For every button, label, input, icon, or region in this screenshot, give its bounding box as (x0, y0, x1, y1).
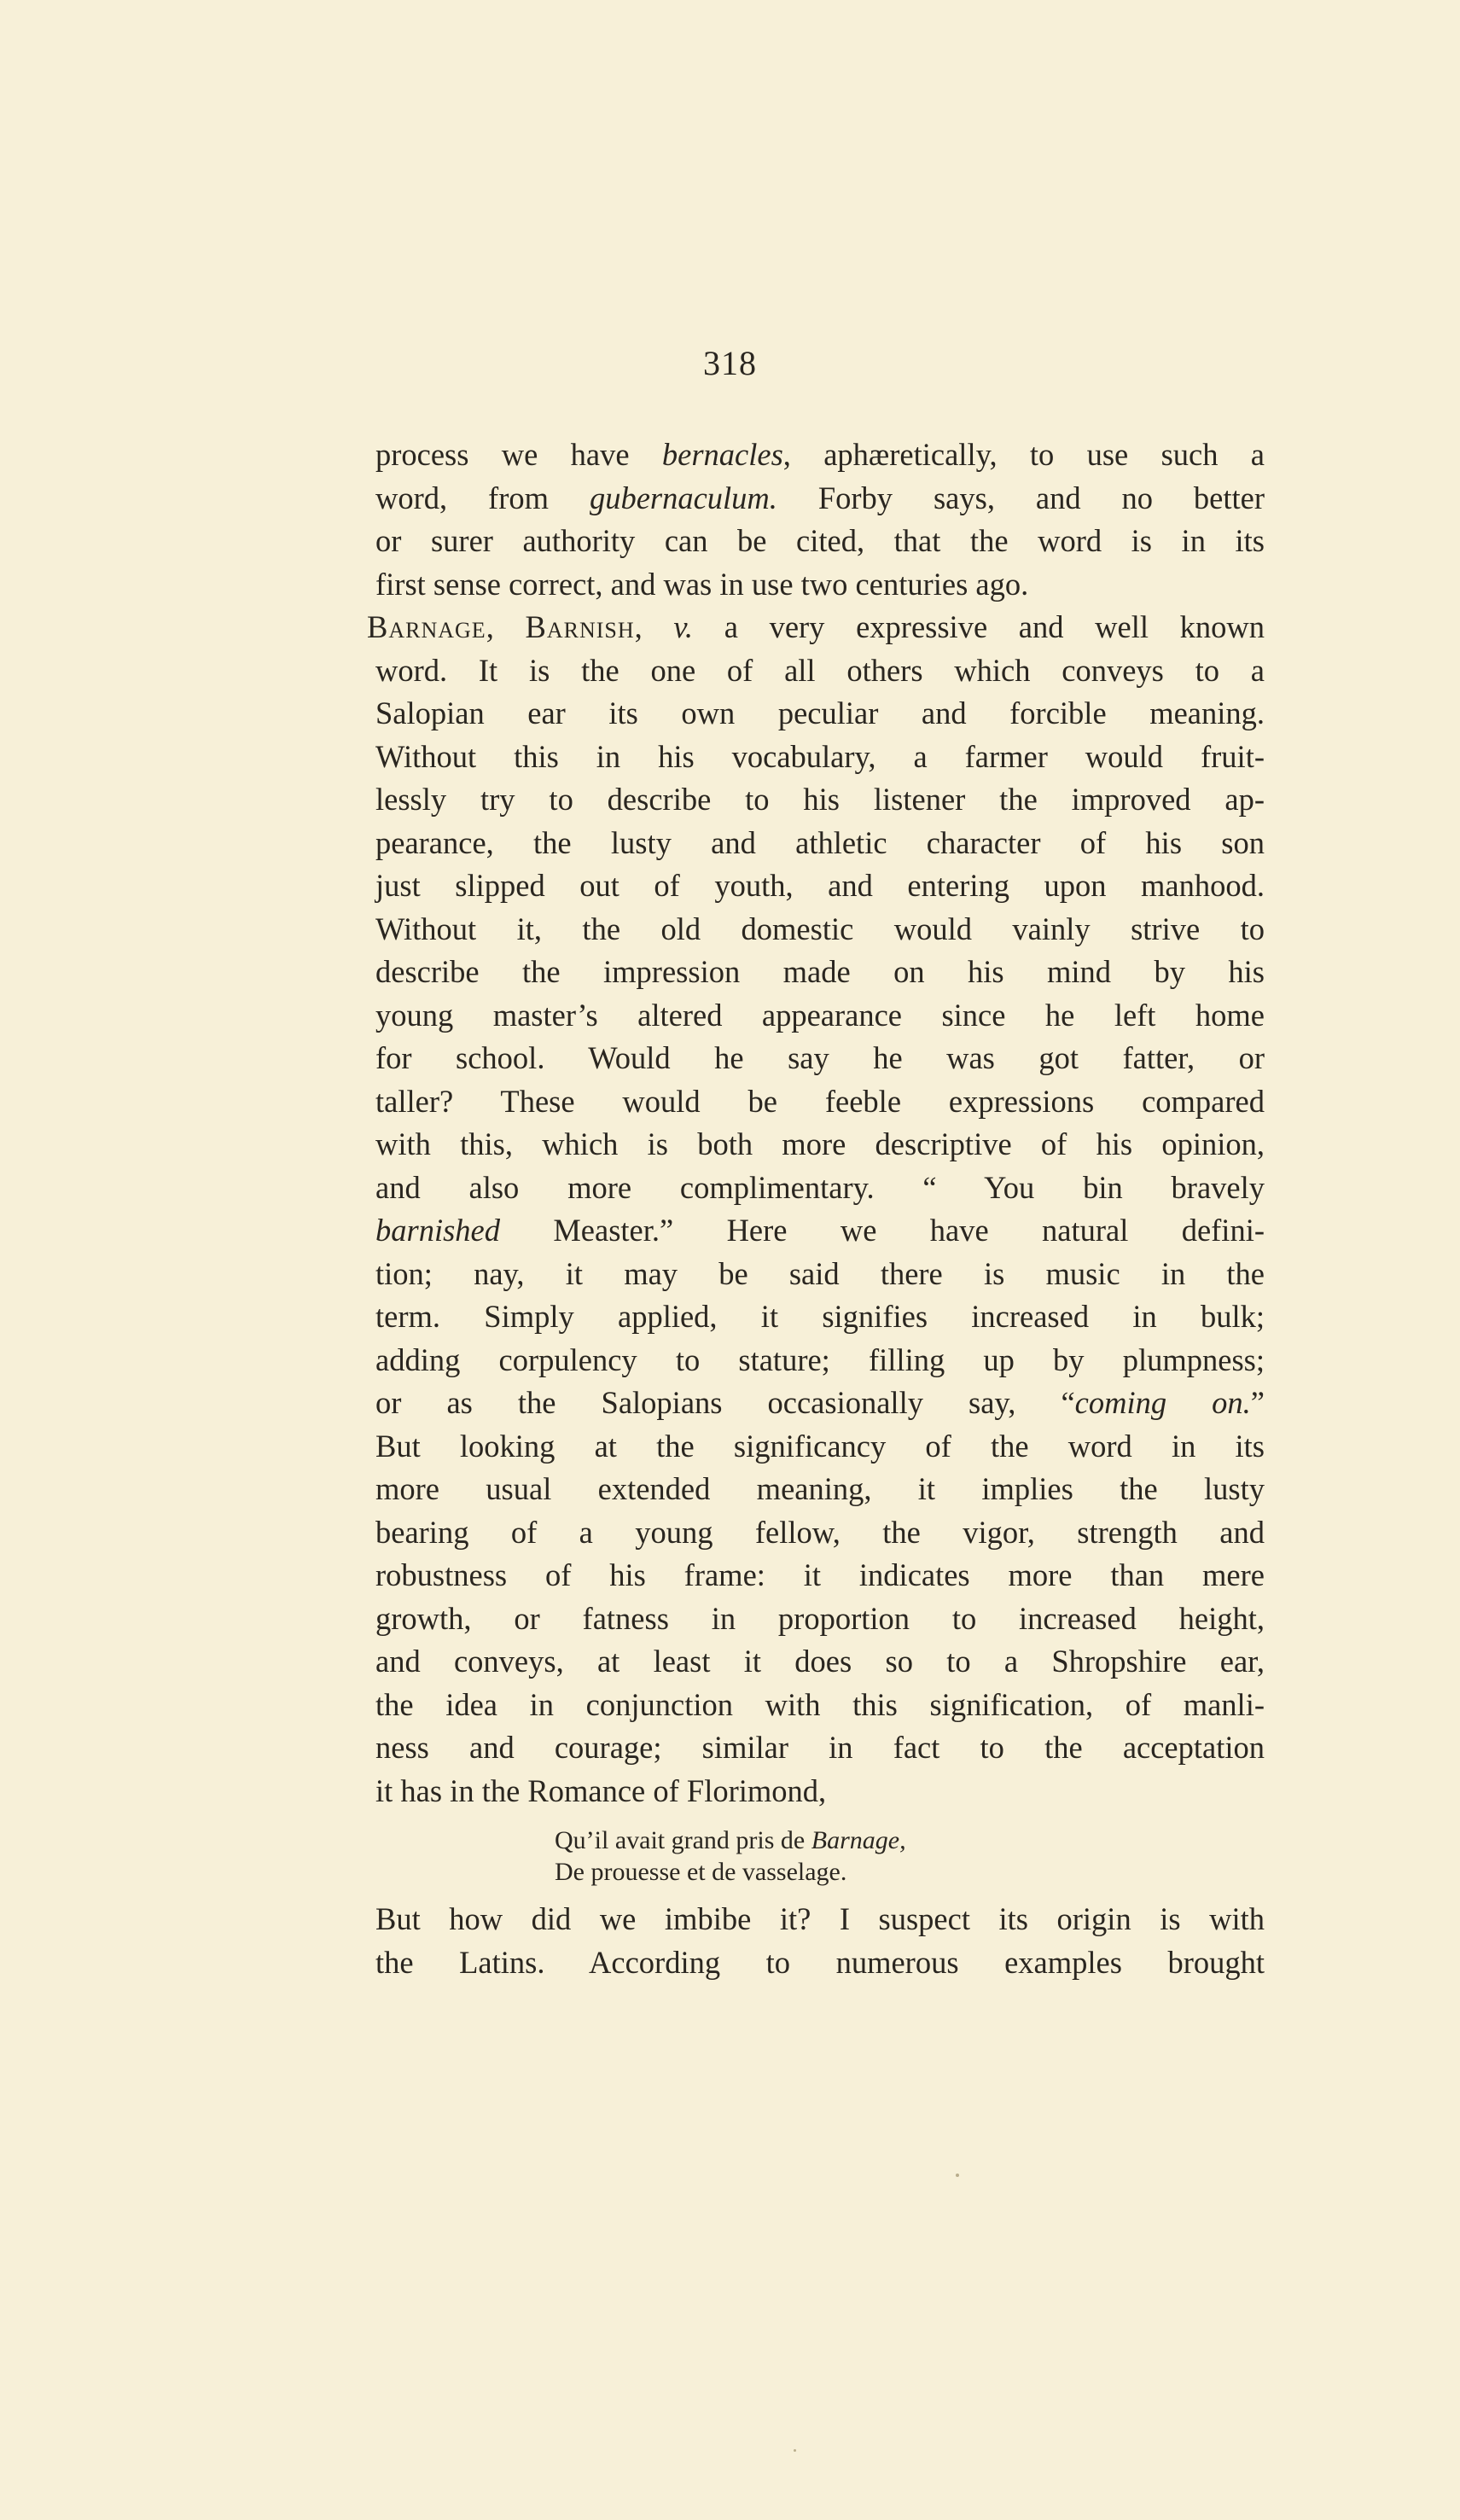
text-run: , aphæretically, to use such a (782, 437, 1265, 472)
text-run: robustness of his frame: it indicates more than mere (375, 1557, 1265, 1592)
text-line (375, 563, 1265, 607)
paper-speck (956, 2174, 959, 2177)
text-run: pearance, the lusty and athletic character of his son (375, 824, 1265, 860)
text-run: or as the Salopians occasionally say, “ (375, 1385, 1075, 1420)
text-run: Salopian ear its own peculiar and forcible meaning. (375, 695, 1265, 730)
text-line (375, 1598, 1265, 1641)
text-line (375, 864, 1265, 908)
text-line (375, 1640, 1265, 1684)
text-line (375, 1037, 1265, 1080)
text-line (375, 1684, 1265, 1727)
text-line (375, 1123, 1265, 1167)
text-line (375, 994, 1265, 1038)
text-run: growth, or fatness in proportion to increased height, (375, 1600, 1265, 1636)
text-line (375, 1468, 1265, 1511)
text-line (375, 1295, 1265, 1339)
text-line (375, 736, 1265, 779)
text-run: young master’s altered appearance since he left home (375, 997, 1265, 1033)
text-line (375, 1941, 1265, 1985)
text-line (375, 1382, 1265, 1425)
text-line (375, 649, 1265, 693)
verse-line (555, 1825, 1265, 1856)
text-line (375, 1080, 1265, 1124)
text-line (375, 1253, 1265, 1296)
paper-speck (794, 2449, 796, 2452)
text-line (375, 434, 1265, 477)
text-line (375, 1554, 1265, 1598)
text-run: just slipped out of youth, and entering upon manhood. (375, 868, 1265, 903)
text-run: bearing of a young fellow, the vigor, strength and (375, 1514, 1265, 1550)
text-run: first sense correct, and was in use two centuries ago. (375, 566, 1029, 602)
text-run: and also more complimentary. “ You bin bravely (375, 1169, 1265, 1205)
text-line (375, 778, 1265, 822)
text-run: Without this in his vocabulary, a farmer would fruit- (375, 738, 1265, 774)
text-run: Measter.” Here we have natural defini- (500, 1213, 1265, 1248)
text-run: and conveys, at least it does so to a Shropshire ear, (375, 1644, 1265, 1679)
paragraph-origin (375, 1898, 1265, 1984)
text-block (367, 434, 1265, 1984)
text-run: Forby says, and no better (777, 480, 1265, 515)
text-run: term. Simply applied, it signifies increased in bulk; (375, 1299, 1265, 1334)
text-run: But how did we imbibe it? I suspect its origin is with (375, 1901, 1265, 1936)
text-run: or surer authority can be cited, that the word is in its (375, 523, 1265, 558)
text-run: the idea in conjunction with this signification, of manli- (375, 1686, 1265, 1722)
text-line (375, 822, 1265, 865)
text-run: a very expressive and well known (724, 609, 1265, 644)
part-of-speech: v. (673, 609, 694, 644)
text-run: it has in the Romance of Florimond, (375, 1772, 827, 1808)
text-run: taller? These would be feeble expressions compared (375, 1083, 1265, 1119)
text-run: ness and courage; similar in fact to the acceptation (375, 1730, 1265, 1765)
text-line (375, 951, 1265, 994)
text-run: tion; nay, it may be said there is music in the (375, 1255, 1265, 1291)
text-run: Qu’il avait grand pris de (555, 1826, 811, 1854)
verse-line (555, 1856, 1265, 1888)
text-run: lessly try to describe to his listener the improved ap- (375, 782, 1265, 817)
text-line (375, 692, 1265, 736)
text-line (375, 520, 1265, 563)
text-line (375, 1770, 1265, 1813)
text-run: adding corpulency to stature; filling up by plumpness; (375, 1341, 1265, 1377)
italic-run: coming on. (1074, 1385, 1251, 1420)
italic-run: bernacles (661, 437, 783, 472)
text-run: Without it, the old domestic would vainly strive to (375, 911, 1265, 946)
headword-variant: Barnish (525, 609, 635, 644)
text-line (375, 1167, 1265, 1210)
paragraph-continuation (375, 434, 1265, 606)
dictionary-entry-barnage (367, 606, 1265, 1813)
text-line (375, 1425, 1265, 1469)
text-line (375, 1726, 1265, 1770)
text-run: De prouesse et de vasselage. (555, 1858, 847, 1886)
text-run: ” (1250, 1385, 1265, 1420)
text-run: process we have (375, 437, 662, 472)
text-run: But looking at the significancy of the word in its (375, 1428, 1265, 1464)
text-run: word, from (375, 480, 590, 515)
italic-run: barnished (375, 1213, 500, 1248)
text-run: describe the impression made on his mind by his (375, 954, 1265, 989)
text-line (375, 1209, 1265, 1253)
verse-quotation (555, 1825, 1265, 1888)
text-line (375, 1339, 1265, 1382)
text-line (375, 1898, 1265, 1941)
text-line (375, 477, 1265, 521)
headword: Barnage (367, 609, 486, 644)
text-run: more usual extended meaning, it implies the lusty (375, 1471, 1265, 1506)
page-number: 318 (703, 344, 757, 382)
text-run: for school. Would he say he was got fatter, or (375, 1040, 1265, 1075)
text-line (375, 908, 1265, 952)
text-run: with this, which is both more descriptive of his opinion, (375, 1126, 1265, 1161)
text-run: the Latins. According to numerous examples brought (375, 1944, 1265, 1980)
italic-run: Barnage, (811, 1826, 906, 1854)
italic-run: gubernaculum. (589, 480, 777, 515)
text-line: Barnage, Barnish, v. a very expressive and well known (367, 609, 1265, 644)
text-run: word. It is the one of all others which conveys to a (375, 652, 1265, 688)
text-line (375, 1511, 1265, 1555)
